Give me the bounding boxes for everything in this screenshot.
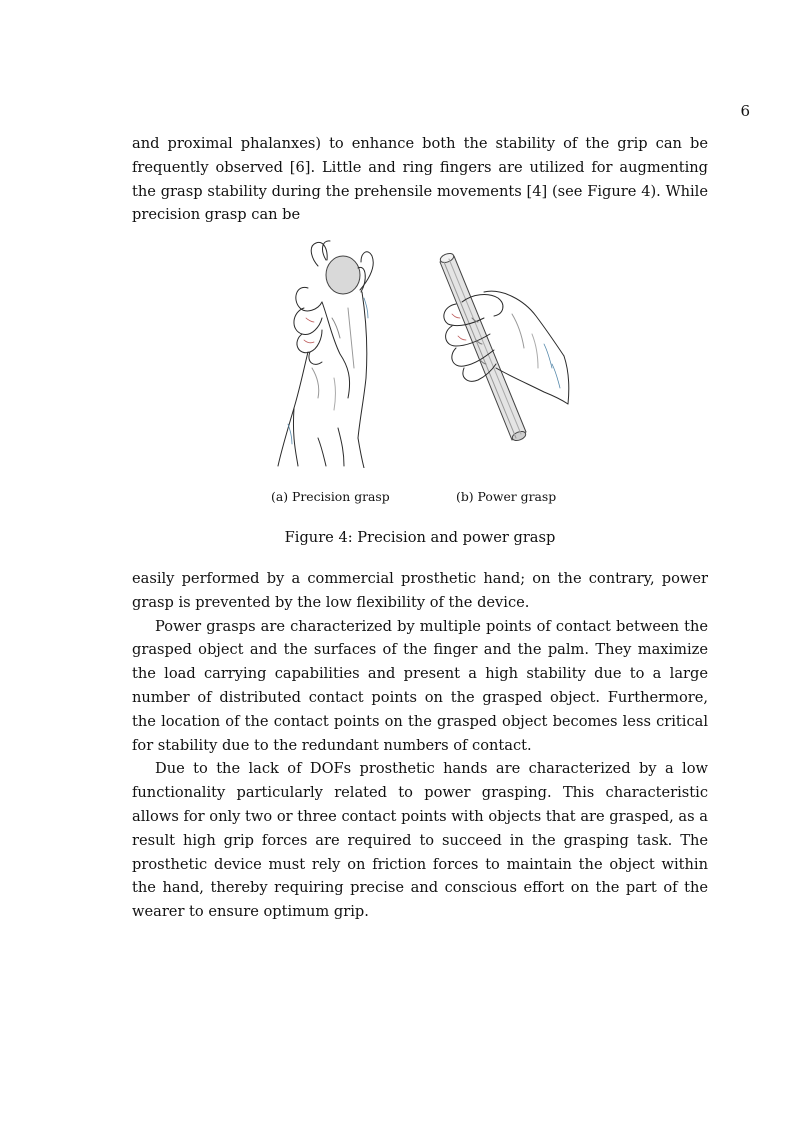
wrist [293, 408, 298, 466]
ball [326, 256, 360, 294]
paragraph: easily performed by a commercial prosthetic hand; on the contrary, power grasp is prevented by the low flexibility of the device. [132, 570, 708, 611]
figure-4 [132, 230, 708, 550]
index-finger [311, 242, 327, 266]
ring-finger [296, 287, 322, 311]
paragraph: Power grasps are characterized by multiple points of contact between the grasped object and the surfaces of the finger and the palm. They maximize the load carrying capabilities and present a high stability due to a large number of distributed contact points on the grasped object. Furthermore, the location of the contact points on the grasped object becomes less critical for stability due to the redundant numbers of contact. [132, 617, 708, 754]
power-grasp-illustration [432, 244, 570, 449]
page-number: 6 [740, 102, 750, 120]
paragraph: and proximal phalanxes) to enhance both the stability of the grip can be frequently observed [6]. Little and ring fingers are utilized for augmenting the grasp stability during the prehensile movements [4] (see Figure 4). While precision grasp can be [132, 135, 708, 224]
bottom-text-block [132, 567, 708, 924]
paragraph: Due to the lack of DOFs prosthetic hands are characterized by a low functionality particularly related to power grasping. This characteristic allows for only two or three contact points with objects that are grasped, as a result high grip forces are required to succeed in the grasping task. The prosthetic device must rely on friction forces to maintain the object within the hand, thereby requiring precise and conscious effort on the part of the wearer to ensure optimum grip. [132, 760, 708, 921]
subfigure-b-caption: (b) Power grasp [456, 489, 557, 504]
little-finger [309, 352, 322, 364]
precision-grasp-illustration [248, 238, 383, 468]
thumb [360, 252, 373, 290]
subfigure-a-caption: (a) Precision grasp [271, 489, 390, 504]
top-paragraph-block [132, 132, 708, 227]
wrist [564, 356, 569, 404]
palm [322, 302, 350, 398]
figure-caption: Figure 4: Precision and power grasp [284, 529, 556, 546]
